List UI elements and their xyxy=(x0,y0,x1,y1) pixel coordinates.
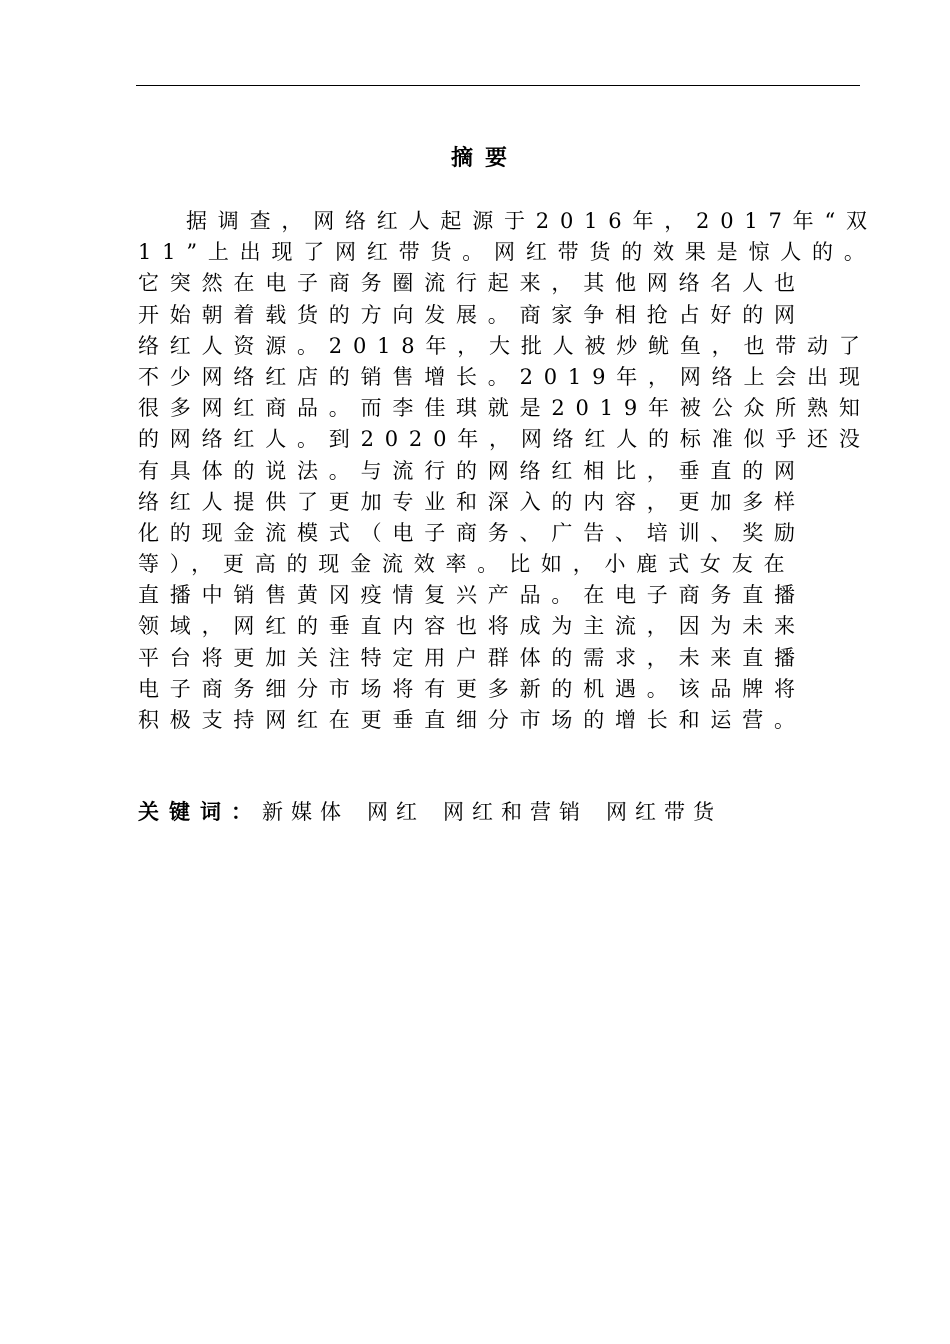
abstract-line: 11”上出现了网红带货。网红带货的效果是惊人的。 xyxy=(138,240,876,265)
abstract-line: 电子商务细分市场将有更多新的机遇。该品牌将 xyxy=(138,676,806,701)
abstract-line: 络红人提供了更加专业和深入的内容，更加多样 xyxy=(138,489,806,514)
abstract-line: 直播中销售黄冈疫情复兴产品。在电子商务直播 xyxy=(138,583,806,608)
abstract-line: 它突然在电子商务圈流行起来，其他网络名人也 xyxy=(138,271,806,296)
keyword: 网红带货 xyxy=(606,800,722,824)
abstract-line: 平台将更加关注特定用户群体的需求，未来直播 xyxy=(138,645,806,670)
keywords-row xyxy=(138,797,740,827)
abstract-line: 络红人资源。2018年，大批人被炒鱿鱼，也带动了 xyxy=(138,333,871,358)
abstract-line: 很多网红商品。而李佳琪就是2019年被公众所熟知 xyxy=(138,396,871,421)
abstract-line: 积极支持网红在更垂直细分市场的增长和运营。 xyxy=(138,708,806,732)
abstract-line: 有具体的说法。与流行的网络红相比，垂直的网 xyxy=(138,458,806,483)
abstract-line: 化的现金流模式（电子商务、广告、培训、奖励 xyxy=(138,520,806,545)
keywords-label: 关键词： xyxy=(138,800,262,824)
abstract-line: 的网络红人。到2020年，网络红人的标准似乎还没 xyxy=(138,427,871,452)
abstract-line: 不少网络红店的销售增长。2019年，网络上会出现 xyxy=(138,364,871,389)
header-rule xyxy=(136,85,860,86)
abstract-line: 领域，网红的垂直内容也将成为主流，因为未来 xyxy=(138,614,806,639)
abstract-title: 摘要 xyxy=(450,146,519,171)
keyword: 新媒体 xyxy=(262,800,349,824)
keyword: 网红 xyxy=(367,800,425,824)
abstract-line: 开始朝着载货的方向发展。商家争相抢占好的网 xyxy=(138,302,806,327)
abstract-body xyxy=(138,206,878,736)
abstract-line: 据调查，网络红人起源于2016年，2017年“双 xyxy=(186,209,878,233)
keyword: 网红和营销 xyxy=(443,800,588,824)
abstract-line: 等），更高的现金流效率。比如，小鹿式女友在 xyxy=(138,552,796,577)
